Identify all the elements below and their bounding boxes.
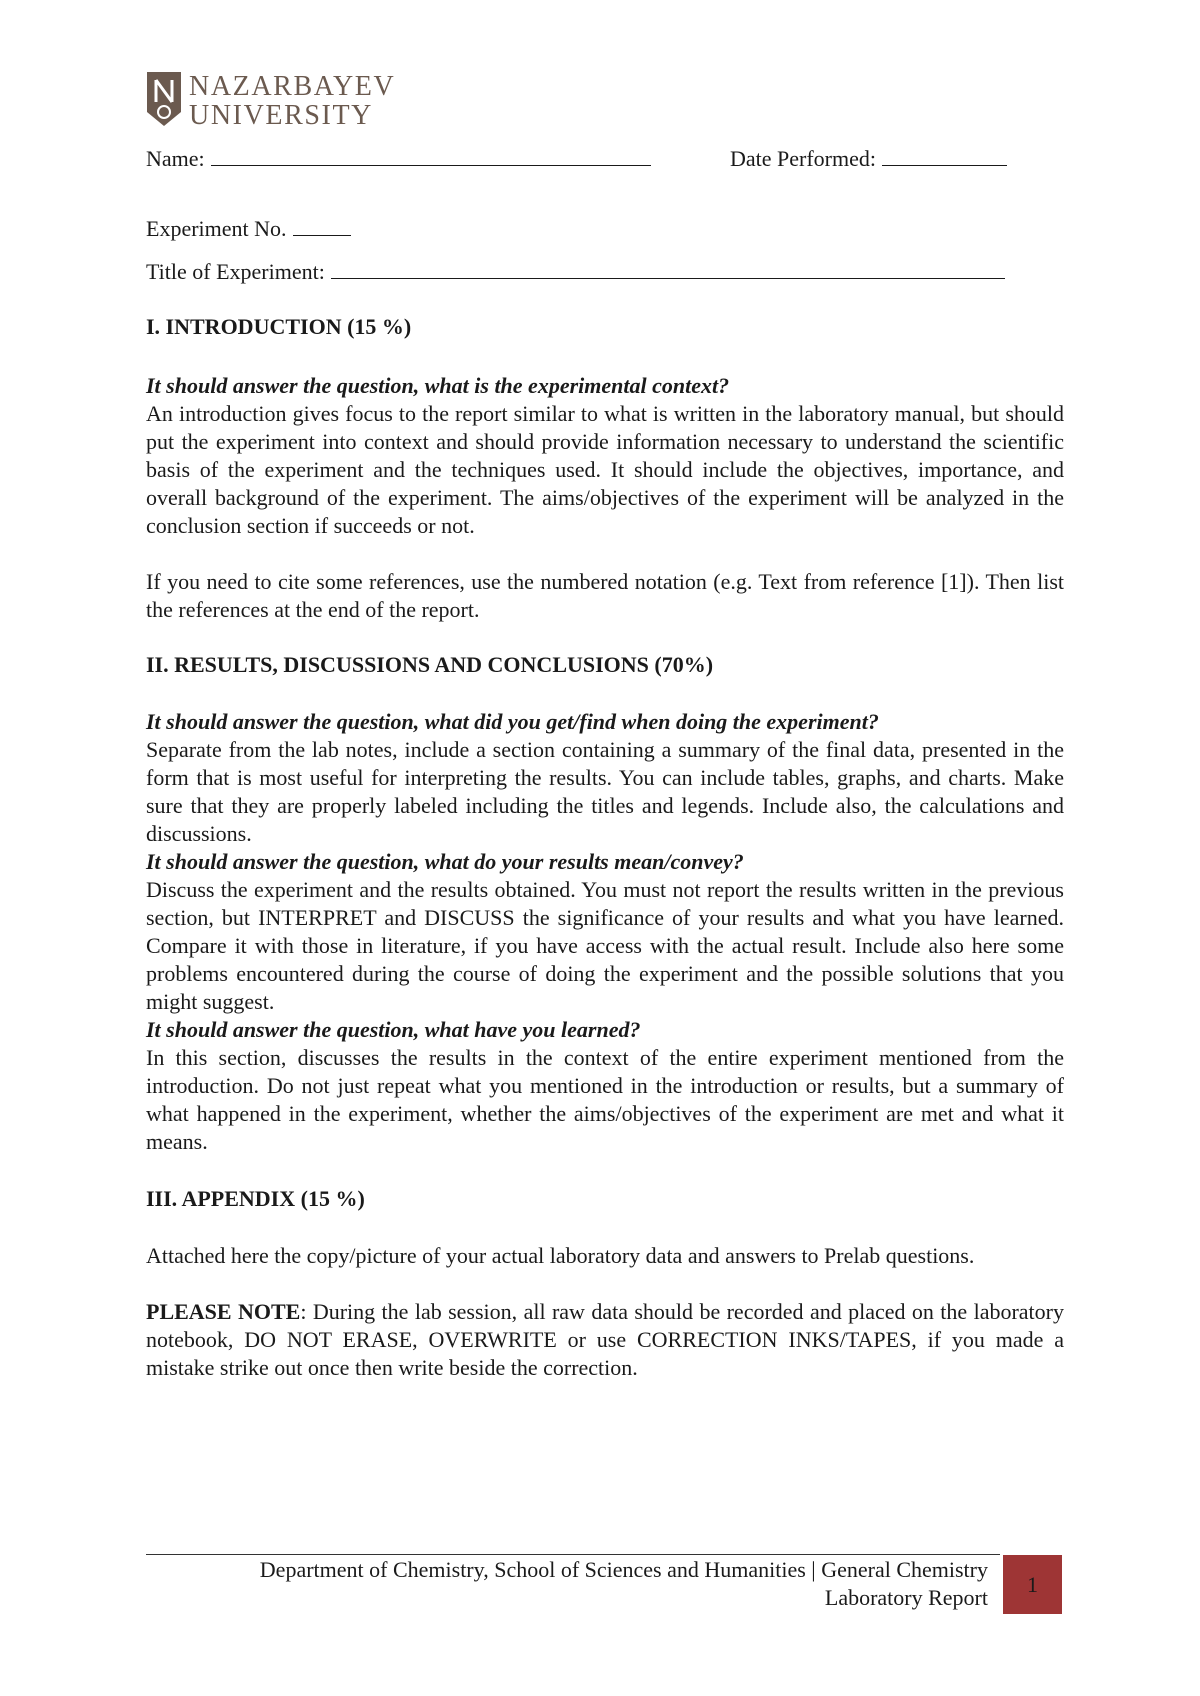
appendix-heading: III. APPENDIX (15 %) xyxy=(146,1186,365,1211)
experiment-no-label: Experiment No. xyxy=(146,216,287,241)
references-paragraph: If you need to cite some references, use the numbered notation (e.g. Text from reference [1]). Then list the references at the end of the report. xyxy=(146,569,1064,622)
logo-line-1: NAZARBAYEV xyxy=(189,71,396,102)
appendix-section xyxy=(146,1242,1064,1382)
footer-text xyxy=(146,1556,988,1612)
results-question-3: It should answer the question, what have you learned? xyxy=(146,1017,641,1042)
name-field xyxy=(146,146,651,172)
results-paragraph-1: Separate from the lab notes, include a section containing a summary of the final data, presented in the form that is most useful for interpreting the results. You can include tables, graphs, and charts. Make sure that they are properly labeled including the titles and legends. Include also, the calculations and discussions. xyxy=(146,737,1064,846)
title-label: Title of Experiment: xyxy=(146,259,325,284)
results-question-2: It should answer the question, what do your results mean/convey? xyxy=(146,849,744,874)
footer-line-1: Department of Chemistry, School of Sciences and Humanities | General Chemistry xyxy=(259,1557,988,1582)
university-crest-icon xyxy=(147,72,181,126)
please-note-paragraph xyxy=(146,1298,1064,1382)
date-performed-label: Date Performed: xyxy=(730,146,876,171)
appendix-paragraph: Attached here the copy/picture of your actual laboratory data and answers to Prelab questions. xyxy=(146,1243,975,1268)
experiment-no-field xyxy=(146,216,351,242)
introduction-heading: I. INTRODUCTION (15 %) xyxy=(146,314,412,339)
footer-divider xyxy=(146,1554,1000,1555)
results-paragraph-2: Discuss the experiment and the results obtained. You must not report the results written in the previous section, but INTERPRET and DISCUSS the significance of your results and what you have learned. Compare it with those in literature, if you have access with the actual result. Include also here some problems encountered during the course of doing the experiment and the possible solutions that you might suggest. xyxy=(146,877,1064,1014)
logo-wordmark xyxy=(189,72,395,130)
please-note-label: PLEASE NOTE xyxy=(146,1299,301,1324)
logo-line-2: UNIVERSITY xyxy=(189,100,373,131)
university-logo xyxy=(147,72,395,130)
experiment-no-blank[interactable] xyxy=(293,217,351,236)
results-question-1: It should answer the question, what did you get/find when doing the experiment? xyxy=(146,709,879,734)
date-performed-field xyxy=(730,146,1007,172)
name-label: Name: xyxy=(146,146,205,171)
introduction-paragraph: An introduction gives focus to the report similar to what is written in the laboratory manual, but should put the experiment into context and should provide information necessary to understand the scientific basis of the experiment and the techniques used. It should include the objectives, importance, and overall background of the experiment. The aims/objectives of the experiment will be analyzed in the conclusion section if succeeds or not. xyxy=(146,401,1064,538)
introduction-section xyxy=(146,372,1064,624)
name-blank[interactable] xyxy=(211,147,651,166)
results-heading: II. RESULTS, DISCUSSIONS AND CONCLUSIONS (70%) xyxy=(146,652,714,677)
please-note-text: : During the lab session, all raw data should be recorded and placed on the laboratory notebook, DO NOT ERASE, OVERWRITE or use CORRECTION INKS/TAPES, if you made a mistake strike out once then write beside the correction. xyxy=(146,1299,1064,1380)
results-section xyxy=(146,708,1064,1156)
results-paragraph-3: In this section, discusses the results in the context of the entire experiment mentioned from the introduction. Do not just repeat what you mentioned in the introduction or results, but a summary of what happened in the experiment, whether the aims/objectives of the experiment are met and what it means. xyxy=(146,1045,1064,1154)
page-number: 1 xyxy=(1027,1571,1038,1597)
introduction-question: It should answer the question, what is the experimental context? xyxy=(146,373,730,398)
title-blank[interactable] xyxy=(331,260,1005,279)
page-number-badge xyxy=(1003,1555,1062,1614)
date-performed-blank[interactable] xyxy=(882,147,1007,166)
footer-line-2: Laboratory Report xyxy=(824,1585,988,1610)
title-field xyxy=(146,259,1005,285)
